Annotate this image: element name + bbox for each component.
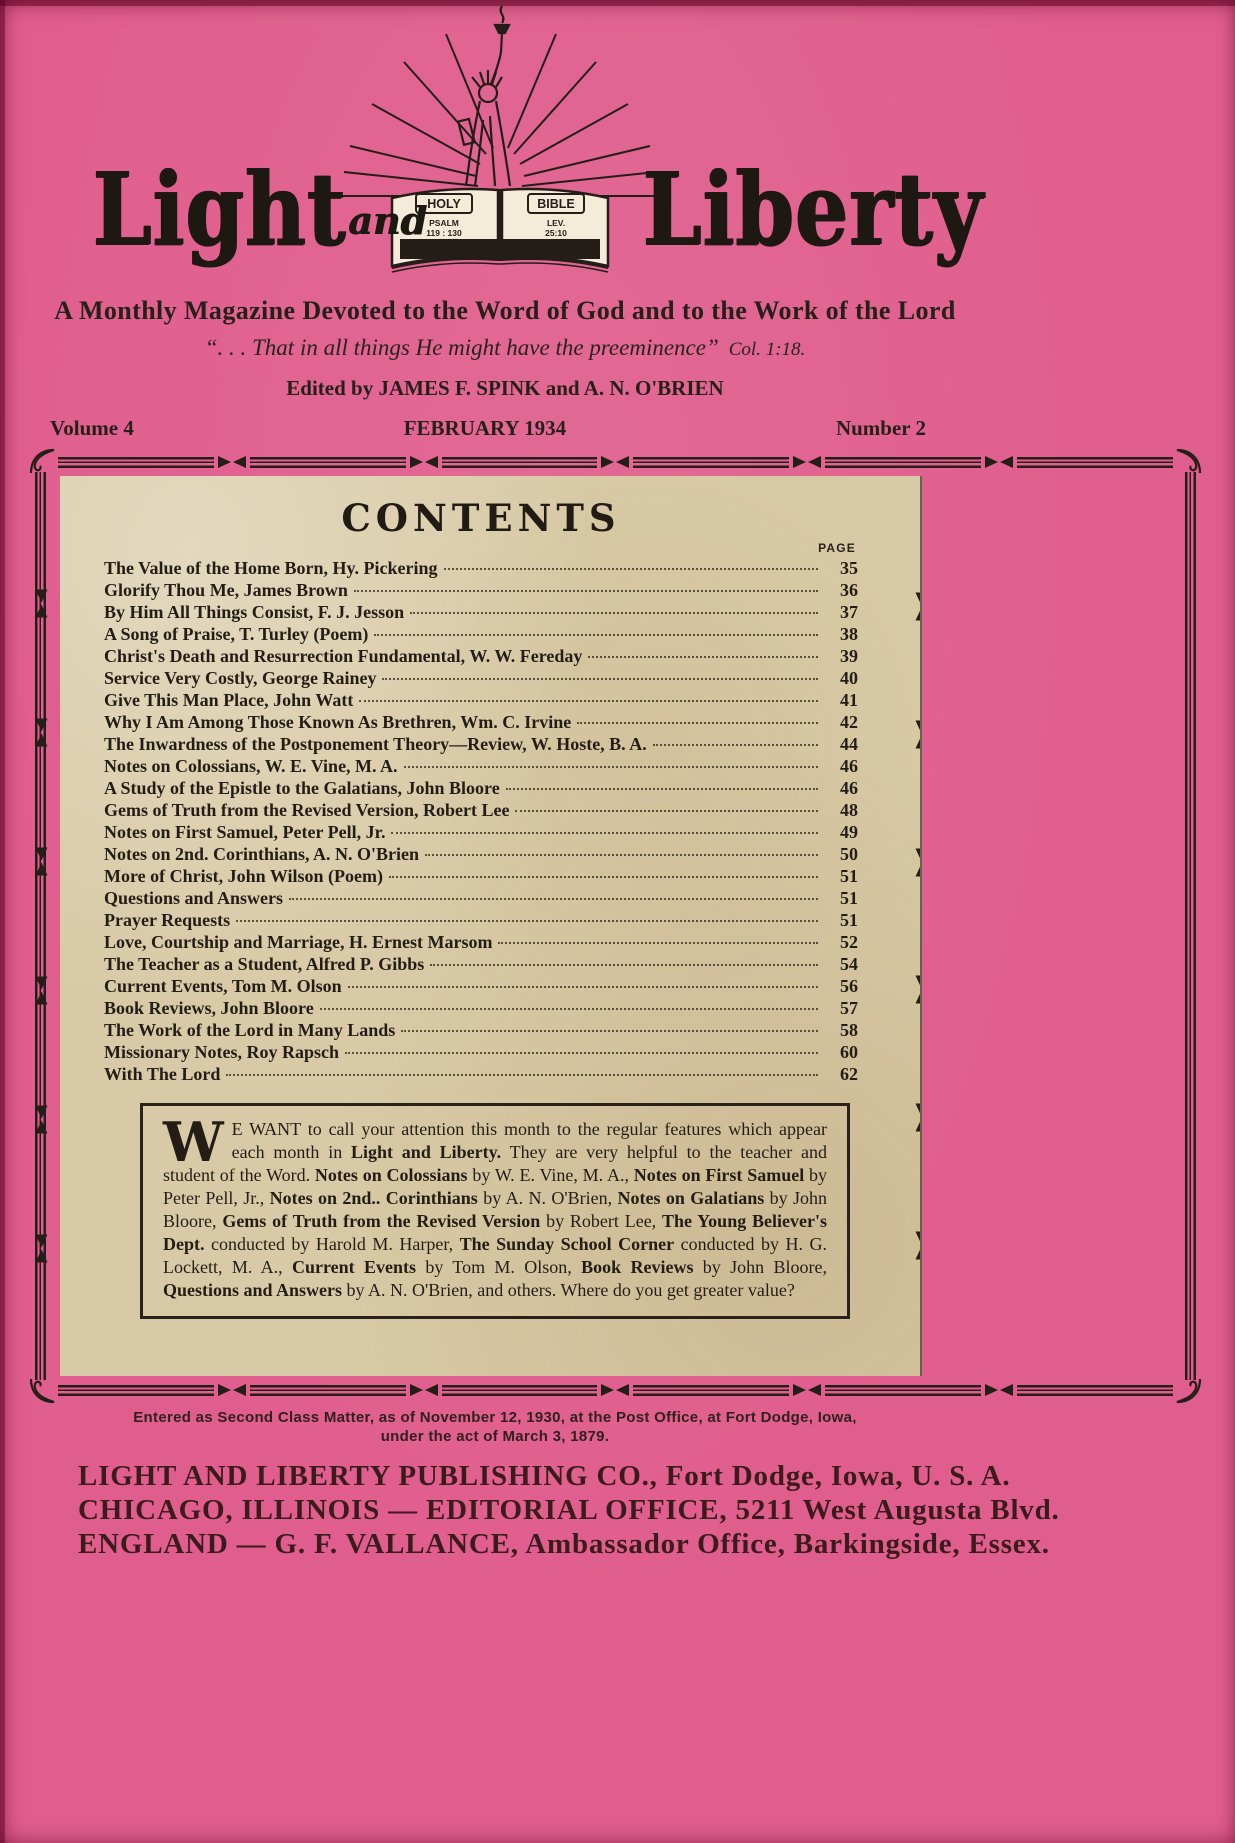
entry-leader-dots [444,568,818,570]
contents-entry [104,755,858,777]
contents-heading: CONTENTS [341,496,621,540]
bowtie-ornament-icon [792,1383,822,1398]
entry-title: Notes on Colossians, W. E. Vine, M. A. [104,756,398,776]
entry-leader-dots [354,590,818,592]
entry-page-number: 54 [840,954,858,974]
bowtie-ornament-icon [914,591,923,621]
contents-entry [104,667,858,689]
entry-title: Missionary Notes, Roy Rapsch [104,1042,340,1062]
entry-leader-dots [389,876,818,878]
entry-leader-dots [404,766,818,768]
bible-right-ref-2: 25:10 [545,228,567,238]
entry-leader-dots [653,744,818,746]
editors-byline: Edited by JAMES F. SPINK and A. N. O'BRIEN [286,376,724,400]
bible-banner-label: GOD'S WORD [441,242,559,258]
border-rule [58,457,214,468]
entry-title: Prayer Requests [104,910,231,930]
entry-leader-dots [430,964,818,966]
entry-leader-dots [289,898,818,900]
entry-title: The Work of the Lord in Many Lands [104,1020,396,1040]
bowtie-ornament-icon [914,975,923,1005]
entry-leader-dots [498,942,818,944]
masthead [0,0,1235,452]
contents-entry [104,645,858,667]
entry-leader-dots [236,920,818,922]
entry-title: The Inwardness of the Postponement Theory—Review, W. Hoste, B. A. [104,734,647,754]
ornamental-frame [32,452,1199,1400]
border-rule [633,1385,789,1396]
bowtie-ornament-icon [984,455,1014,470]
entry-leader-dots [359,700,818,702]
border-rule [442,457,598,468]
corner-flourish-icon [28,1377,56,1405]
contents-entry [104,689,858,711]
contents-entry [104,953,858,975]
entry-leader-dots [588,656,818,658]
bowtie-ornament-icon [914,847,923,877]
contents-entry [104,975,858,997]
entry-leader-dots [410,612,818,614]
entry-leader-dots [382,678,818,680]
bowtie-ornament-icon [217,1383,247,1398]
left-ornament-column [26,482,56,1370]
entry-page-number: 52 [840,932,858,952]
corner-flourish-icon [28,447,56,475]
bowtie-ornament-icon [34,1105,49,1135]
contents-entry [104,557,858,579]
issue-info-row [50,416,926,441]
entry-page-number: 42 [840,712,858,732]
magazine-title-right: Liberty [642,150,983,268]
entry-page-number: 51 [840,888,858,908]
entry-title: Why I Am Among Those Known As Brethren, Wm. C. Irvine [104,712,572,732]
entry-leader-dots [506,788,818,790]
entry-title: Love, Courtship and Marriage, H. Ernest Marsom [104,932,493,952]
entry-title: Notes on 2nd. Corinthians, A. N. O'Brien [104,844,420,864]
bible-right-label: BIBLE [537,197,575,211]
right-ornament-column [906,486,922,1366]
publisher-line-usa: LIGHT AND LIBERTY PUBLISHING CO., Fort Dodge, Iowa, U. S. A. [78,1460,1011,1492]
entry-leader-dots [577,722,818,724]
border-rule [250,457,406,468]
notice-text: E WANT to call your attention this month to the regular features which appear each month in Light and Liberty. They are very helpful to the teacher and student of the Word. Notes on Colossians by W. E. Vine, M. A., Notes on First Samuel by Peter Pell, Jr., Notes on 2nd.. Corinthians by A. N. O'Brien, Notes on Galatians by John Bloore, Gems of Truth from the Revised Version by Robert Lee, The Young Believer's Dept. conducted by Harold M. Harper, The Sunday School Corner conducted by H. G. Lockett, M. A., Current Events by Tom M. Olson, Book Reviews by John Bloore, Questions and Answers by A. N. O'Brien, and others. Where do you get greater value? [163,1119,828,1300]
entry-page-number: 46 [840,756,858,776]
contents-entry [104,711,858,733]
border-rule [1017,457,1173,468]
scripture-quote: “. . . That in all things He might have the preeminence” [204,335,719,360]
bowtie-ornament-icon [34,847,49,877]
entry-leader-dots [348,986,818,988]
bowtie-ornament-icon [600,455,630,470]
entry-title: Gems of Truth from the Revised Version, Robert Lee [104,800,510,820]
entry-title: A Study of the Epistle to the Galatians, John Bloore [104,778,500,798]
contents-entry [104,843,858,865]
footer [0,1408,1235,1561]
bible-right-ref-1: LEV. [546,218,566,228]
bowtie-ornament-icon [914,719,923,749]
frame-right-border [1185,472,1196,1380]
bowtie-ornament-icon [792,455,822,470]
entry-title: The Value of the Home Born, Hy. Pickering [104,558,438,578]
entry-title: Service Very Costly, George Rainey [104,668,377,688]
contents-entry [104,997,858,1019]
second-class-matter-notice [0,1408,990,1446]
contents-entry [104,579,858,601]
contents-entry [104,887,858,909]
entry-page-number: 51 [840,910,858,930]
entry-leader-dots [515,810,818,812]
scripture-quote-line [0,335,1010,361]
entry-title: Glorify Thou Me, James Brown [104,580,348,600]
entry-title: Book Reviews, John Bloore [104,998,314,1018]
statue-of-liberty-icon [458,6,510,186]
frame-bottom-border [32,1380,1199,1400]
bowtie-ornament-icon [34,718,49,748]
entry-page-number: 35 [840,558,858,578]
bible-left-ref-1: PSALM [429,218,459,228]
corner-flourish-icon [1175,447,1203,475]
publisher-line-chicago: CHICAGO, ILLINOIS — EDITORIAL OFFICE, 5211 West Augusta Blvd. [78,1494,1060,1526]
bowtie-ornament-icon [34,589,49,619]
contents-entry [104,931,858,953]
contents-entry [104,909,858,931]
entry-page-number: 57 [840,998,858,1018]
page-column-label: PAGE [818,541,856,555]
entry-page-number: 38 [840,624,858,644]
frame-top-border [32,452,1199,472]
magazine-title-left: Light [92,150,346,268]
border-rule [442,1385,598,1396]
entry-leader-dots [226,1074,818,1076]
contents-entry [104,1019,858,1041]
bowtie-ornament-icon [914,1103,923,1133]
frame-body [32,472,1199,1380]
contents-entry [104,733,858,755]
bowtie-ornament-icon [984,1383,1014,1398]
border-rule [1017,1385,1173,1396]
bowtie-ornament-icon [409,455,439,470]
entry-title: The Teacher as a Student, Alfred P. Gibbs [104,954,425,974]
entry-title: Questions and Answers [104,888,284,908]
entry-leader-dots [391,832,818,834]
border-rule [633,457,789,468]
entry-page-number: 56 [840,976,858,996]
entry-title: Give This Man Place, John Watt [104,690,354,710]
entered-line-1: Entered as Second Class Matter, as of November 12, 1930, at the Post Office, at Fort Dodge, Iowa, [133,1409,857,1426]
contents-entry [104,1041,858,1063]
contents-entry [104,1063,858,1085]
bowtie-ornament-icon [914,1231,923,1261]
entry-leader-dots [401,1030,818,1032]
entry-page-number: 58 [840,1020,858,1040]
entry-page-number: 50 [840,844,858,864]
issue-date-label: FEBRUARY 1934 [403,416,567,440]
magazine-title-connector: and [348,198,427,243]
bowtie-ornament-icon [217,455,247,470]
publisher-lines [0,1459,1235,1561]
entry-title: By Him All Things Consist, F. J. Jesson [104,602,405,622]
bible-left-ref-2: 119 : 130 [426,228,462,238]
contents-entry [104,601,858,623]
entry-page-number: 46 [840,778,858,798]
corner-flourish-icon [1175,1377,1203,1405]
entry-title: Notes on First Samuel, Peter Pell, Jr. [104,822,386,842]
entry-page-number: 39 [840,646,858,666]
entry-page-number: 51 [840,866,858,886]
statue-and-bible-emblem [330,0,670,300]
number-label: Number 2 [835,416,926,440]
contents-panel [60,476,922,1376]
entry-page-number: 44 [840,734,858,754]
border-rule [825,457,981,468]
entry-page-number: 60 [840,1042,858,1062]
bowtie-ornament-icon [600,1383,630,1398]
contents-entries [104,557,858,1085]
entry-title: With The Lord [104,1064,221,1084]
entry-page-number: 48 [840,800,858,820]
entry-title: Current Events, Tom M. Olson [104,976,342,996]
bowtie-ornament-icon [34,1234,49,1264]
entry-leader-dots [374,634,818,636]
entry-page-number: 40 [840,668,858,688]
entry-leader-dots [320,1008,818,1010]
bible-left-label: HOLY [427,197,461,211]
entry-leader-dots [425,854,818,856]
editorial-notice-box [140,1103,850,1319]
contents-entry [104,821,858,843]
entry-page-number: 37 [840,602,858,622]
entry-page-number: 41 [840,690,858,710]
contents-entry [104,865,858,887]
publisher-line-england: ENGLAND — G. F. VALLANCE, Ambassador Office, Barkingside, Essex. [78,1528,1050,1560]
bowtie-ornament-icon [409,1383,439,1398]
bowtie-ornament-icon [34,976,49,1006]
border-rule [825,1385,981,1396]
border-rule [250,1385,406,1396]
entered-line-2: under the act of March 3, 1879. [380,1428,610,1445]
volume-label: Volume 4 [50,416,134,440]
scripture-reference: Col. 1:18. [728,339,806,360]
entry-page-number: 36 [840,580,858,600]
border-rule [58,1385,214,1396]
entry-title: More of Christ, John Wilson (Poem) [104,866,383,886]
entry-title: Christ's Death and Resurrection Fundamental, W. W. Fereday [104,646,583,666]
entry-page-number: 49 [840,822,858,842]
drop-cap: W [163,1110,224,1174]
contents-entry [104,777,858,799]
entry-leader-dots [345,1052,818,1054]
contents-entry [104,623,858,645]
magazine-subtitle: A Monthly Magazine Devoted to the Word of God and to the Work of the Lord [54,296,956,325]
contents-entry [104,799,858,821]
entry-title: A Song of Praise, T. Turley (Poem) [104,624,369,644]
entry-page-number: 62 [840,1064,858,1084]
